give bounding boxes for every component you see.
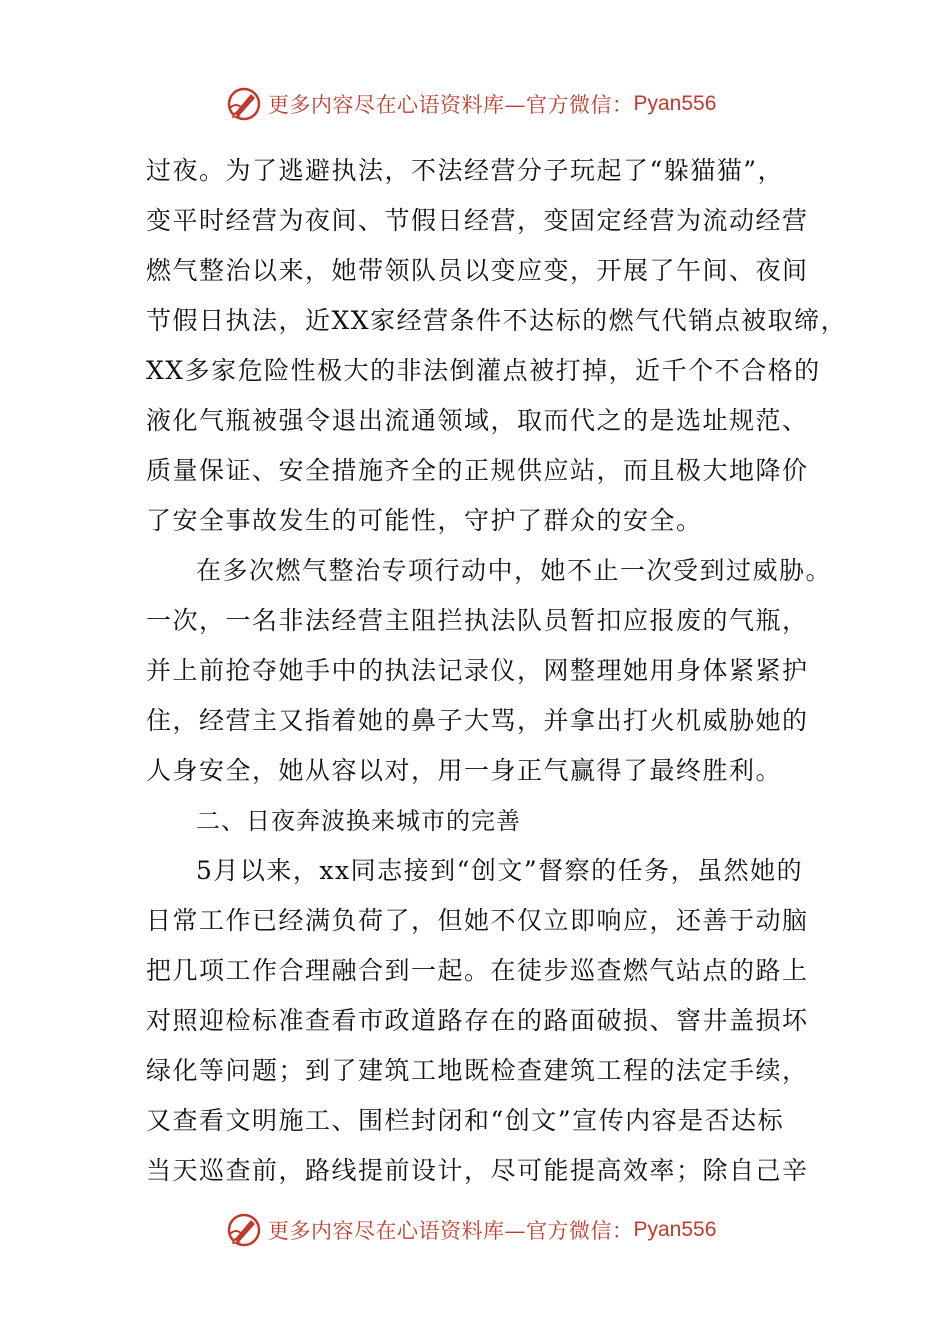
section-heading: 二、日夜奔波换来城市的完善 — [196, 807, 521, 835]
text-line: 质量保证、安全措施齐全的正规供应站，而且极大地降价 — [146, 456, 809, 485]
text-line: 日常工作已经满负荷了，但她不仅立即响应，还善于动脑 — [146, 906, 809, 935]
text-line: XX多家危险性极大的非法倒灌点被打掉，近千个不合格的 — [146, 356, 821, 385]
text-line: 节假日执法，近XX家经营条件不达标的燃气代销点被取缔， — [146, 306, 848, 335]
text-line: 又查看文明施工、围栏封闭和“创文”宣传内容是否达标 — [146, 1106, 785, 1135]
text-line: 住，经营主又指着她的鼻子大骂，并拿出打火机威胁她的 — [146, 706, 809, 735]
watermark-text: 更多内容尽在心语资料库—官方微信： — [268, 93, 634, 117]
pen-circle-logo-icon — [226, 86, 262, 122]
text-line: 液化气瓶被强令退出流通领域，取而代之的是选址规范、 — [146, 406, 809, 435]
paragraph-start-line: 在多次燃气整治专项行动中，她不止一次受到过威胁。 — [196, 556, 833, 585]
text-line: 绿化等问题；到了建筑工地既检查建筑工程的法定手续， — [146, 1056, 809, 1085]
text-line: 把几项工作合理融合到一起。在徒步巡查燃气站点的路上 — [146, 956, 809, 985]
document-body — [146, 146, 848, 1196]
pen-circle-logo-icon — [226, 1212, 262, 1248]
text-line: 一次，一名非法经营主阻拦执法队员暂扣应报废的气瓶， — [146, 606, 809, 635]
text-line: 对照迎检标准查看市政道路存在的路面破损、窨井盖损坏 — [146, 1006, 809, 1035]
paragraph-start-line: 5月以来，xx同志接到“创文”督察的任务，虽然她的 — [196, 856, 804, 885]
text-line: 并上前抢夺她手中的执法记录仪，网整理她用身体紧紧护 — [146, 656, 809, 685]
text-line: 人身安全，她从容以对，用一身正气赢得了最终胜利。 — [146, 756, 783, 785]
text-line: 过夜。为了逃避执法，不法经营分子玩起了“躲猫猫”， — [146, 156, 785, 185]
text-line: 燃气整治以来，她带领队员以变应变，开展了午间、夜间 — [146, 256, 809, 285]
text-line: 当天巡查前，路线提前设计，尽可能提高效率；除自己辛 — [146, 1156, 809, 1185]
footer-watermark — [226, 1210, 716, 1250]
header-watermark — [226, 84, 716, 124]
watermark-handle: Pyan556 — [633, 92, 717, 115]
watermark-text: 更多内容尽在心语资料库—官方微信： — [268, 1219, 634, 1243]
text-line: 了安全事故发生的可能性，守护了群众的安全。 — [146, 506, 703, 535]
watermark-handle: Pyan556 — [633, 1218, 717, 1241]
text-line: 变平时经营为夜间、节假日经营，变固定经营为流动经营 — [146, 206, 809, 235]
